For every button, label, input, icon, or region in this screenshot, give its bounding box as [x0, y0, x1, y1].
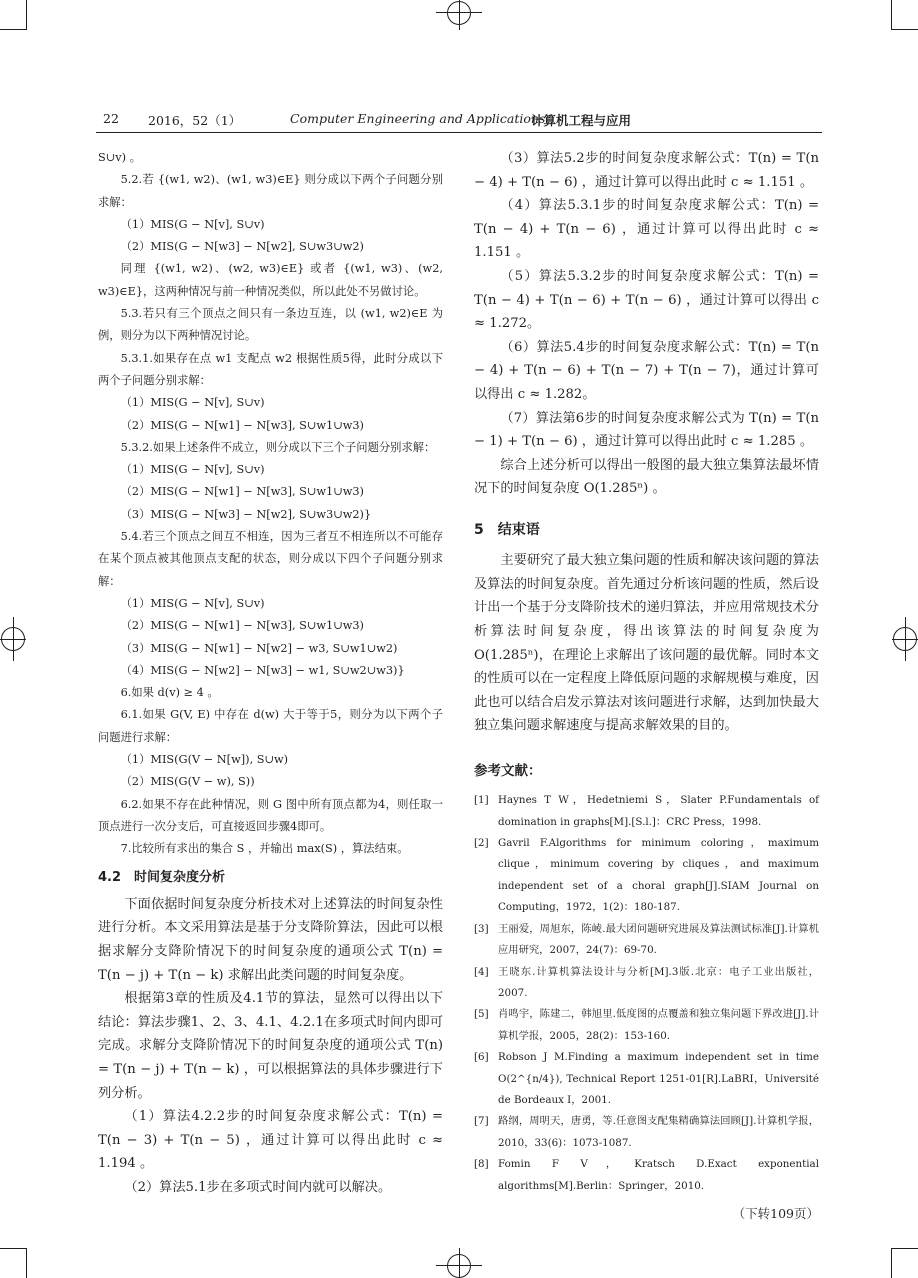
paragraph: 同理 {(w1, w2)、(w2, w3)∈E} 或者 {(w1, w3)、(w2, w3)∈E}，这两种情况与前一种情况类似，所以此处不另做讨论。: [98, 262, 443, 298]
reference-item: [474, 962, 819, 1005]
paragraph: 7.比较所有求出的集合 S ，并输出 max(S) ，算法结束。: [120, 842, 409, 856]
crop-mark: [891, 1248, 892, 1278]
right-column: [474, 147, 819, 1225]
subproblem-item: （1）MIS(G − N[v], S∪v): [120, 463, 265, 477]
crop-mark: [26, 1248, 27, 1278]
paragraph: （7）算法第6步的时间复杂度求解公式为 T(n) = T(n − 1) + T(n − 6) ，通过计算可以得出此时 c ≈ 1.285 。: [474, 410, 819, 450]
paragraph: （5）算法5.3.2步的时间复杂度求解公式：T(n) = T(n − 4) + T(n − 6) + T(n − 6) ，通过计算可以得出 c ≈ 1.272。: [474, 268, 819, 332]
paragraph: （1）算法4.2.2步的时间复杂度求解公式：T(n) = T(n − 3) + T(n − 5) ，通过计算可以得出此时 c ≈ 1.194 。: [98, 1109, 443, 1172]
subproblem-item: （1）MIS(G − N[v], S∪v): [120, 217, 265, 231]
subproblem-item: （3）MIS(G − N[w3] − N[w2], S∪w3∪w2)}: [120, 507, 372, 521]
paragraph: 6.如果 d(v) ≥ 4 。: [120, 686, 219, 700]
paragraph: 6.2.如果不存在此种情况，则 G 图中所有顶点都为4，则任取一顶点进行一次分支后，可直接返回步骤4即可。: [98, 797, 443, 833]
issue-info: 2016，52（1）: [148, 113, 242, 128]
registration-line: [436, 1265, 482, 1266]
paragraph: （2）算法5.1步在多项式时间内就可以解决。: [124, 1179, 392, 1195]
paragraph: （3）算法5.2步的时间复杂度求解公式：T(n) = T(n − 4) + T(n − 6) ，通过计算可以得出此时 c ≈ 1.151 。: [474, 151, 819, 190]
subproblem-item: （2）MIS(G(V − w), S)): [120, 775, 255, 789]
crop-mark: [891, 0, 892, 30]
reference-number: [7]: [474, 1115, 489, 1128]
reference-list: [474, 790, 819, 1197]
reference-item: [474, 1111, 819, 1154]
reference-text: 肖鸣宇，陈建二，韩旭里.低度图的点覆盖和独立集问题下界改进[J].计算机学报，2005，28(2)：153-160.: [498, 1008, 819, 1042]
header-rule: [96, 132, 822, 133]
page-number: 22: [103, 111, 119, 126]
reference-item: [474, 1154, 819, 1197]
registration-line: [905, 617, 906, 661]
paragraph: 5.3.2.如果上述条件不成立，则分成以下三个子问题分别求解：: [120, 440, 436, 454]
subproblem-item: （1）MIS(G − N[v], S∪v): [120, 396, 265, 410]
subproblem-item: （4）MIS(G − N[w2] − N[w3] − w1, S∪w2∪w3)}: [120, 663, 405, 677]
registration-line: [459, 0, 460, 30]
continued-note: （下转109页）: [732, 1205, 819, 1221]
left-column: [98, 147, 443, 1200]
subproblem-item: （1）MIS(G − N[v], S∪v): [120, 596, 265, 610]
reference-number: [5]: [474, 1008, 489, 1021]
paragraph: 5.2.若 {(w1, w2)、(w1, w3)∈E} 则分成以下两个子问题分别求解：: [98, 173, 443, 209]
subproblem-item: （2）MIS(G − N[w1] − N[w3], S∪w1∪w3): [120, 485, 364, 499]
section-heading-4-2: 4.2 时间复杂度分析: [98, 869, 226, 885]
paragraph: 根据第3章的性质及4.1节的算法，显然可以得出以下结论：算法步骤1、2、3、4.1、4.2.1在多项式时间内即可完成。求解分支降阶情况下的时间复杂度的通项公式 T(n) = T(n − j) + T(n − k) ，可以根据算法的具体步骤进行下列分析。: [98, 991, 443, 1101]
paragraph: 5.3.若只有三个顶点之间只有一条边互连，以 (w1, w2)∈E 为例，则分为以下两种情况讨论。: [98, 307, 443, 343]
reference-number: [2]: [474, 837, 489, 850]
subproblem-item: （2）MIS(G − N[w1] − N[w3], S∪w1∪w3): [120, 619, 364, 633]
reference-number: [3]: [474, 922, 489, 935]
registration-line: [13, 617, 14, 661]
reference-number: [6]: [474, 1051, 489, 1064]
crop-mark: [0, 1248, 26, 1249]
paragraph: 6.1.如果 G(V, E) 中存在 d(w) 大于等于5，则分为以下两个子问题进行求解：: [98, 708, 443, 744]
crop-mark: [892, 29, 918, 30]
section-heading-5: 5 结束语: [474, 521, 540, 538]
subproblem-item: （2）MIS(G − N[w3] − N[w2], S∪w3∪w2): [120, 240, 364, 254]
registration-line: [436, 12, 482, 13]
reference-number: [8]: [474, 1158, 489, 1171]
reference-item: [474, 1004, 819, 1047]
reference-text: Fomin F V，Kratsch D.Exact exponential algorithms[M].Berlin：Springer，2010.: [498, 1158, 819, 1192]
subproblem-item: （2）MIS(G − N[w1] − N[w3], S∪w1∪w3): [120, 418, 364, 432]
journal-title-en: Computer Engineering and Applications: [290, 111, 546, 126]
reference-text: 路纲，周明天，唐勇，等.任意图支配集精确算法回顾[J].计算机学报，2010，33(6)：1073-1087.: [498, 1115, 819, 1149]
registration-line: [459, 1248, 460, 1278]
references-heading: 参考文献：: [474, 762, 542, 779]
reference-item: [474, 919, 819, 962]
paragraph: （6）算法5.4步的时间复杂度求解公式：T(n) = T(n − 4) + T(n − 6) + T(n − 7) + T(n − 7)，通过计算可以得出 c ≈ 1.282。: [474, 339, 819, 402]
reference-item: [474, 790, 819, 833]
paragraph: 主要研究了最大独立集问题的性质和解决该问题的算法及算法的时间复杂度。首先通过分析该问题的性质，然后设计出一个基于分支降阶技术的递归算法，并应用常规技术分析算法时间复杂度，得出该算法的时间复杂度为 O(1.285ⁿ)，在理论上求解出了该问题的最优解。同时本文的性质可以在一定程度上降低原问题的求解规模与难度，因此也可以结合启发示算法对该问题进行求解，达到加快最大独立集问题求解速度与提高求解效果的目的。: [474, 553, 819, 734]
reference-text: 王晓东.计算机算法设计与分析[M].3版.北京：电子工业出版社，2007.: [498, 965, 819, 999]
subproblem-item: （3）MIS(G − N[w1] − N[w2] − w3, S∪w1∪w2): [120, 641, 398, 655]
paragraph: 5.4.若三个顶点之间互不相连，因为三者互不相连所以不可能存在某个顶点被其他顶点支配的状态，则分成以下四个子问题分别求解：: [98, 530, 443, 588]
reference-number: [4]: [474, 965, 489, 978]
reference-item: [474, 1047, 819, 1111]
paragraph: 综合上述分析可以得出一般图的最大独立集算法最坏情况下的时间复杂度 O(1.285ⁿ) 。: [474, 457, 819, 497]
text-line: S∪v) 。: [98, 151, 141, 164]
crop-mark: [0, 29, 26, 30]
reference-text: Gavril F.Algorithms for minimum coloring，maximum clique，minimum covering by cliques，and maximum independent set of a choral graph[J].SIAM Journal on Computing，1972，1(2)：180-187.: [498, 837, 819, 914]
journal-title-cn: 计算机工程与应用: [531, 113, 632, 128]
subproblem-item: （1）MIS(G(V − N[w]), S∪w): [120, 753, 289, 767]
reference-number: [1]: [474, 794, 489, 807]
reference-text: Robson J M.Finding a maximum independent set in time O(2^{n/4}), Technical Report 1251-01[R].LaBRI，Université de Bordeaux I，2001.: [498, 1051, 819, 1106]
crop-mark: [892, 1248, 918, 1249]
paragraph: 5.3.1.如果存在点 w1 支配点 w2 根据性质5得，此时分成以下两个子问题分别求解：: [98, 351, 443, 387]
reference-text: 王丽爱，周旭东，陈崚.最大团问题研究进展及算法测试标准[J].计算机应用研究，2007，24(7)：69-70.: [498, 922, 819, 957]
reference-text: Haynes T W，Hedetniemi S，Slater P.Fundamentals of domination in graphs[M].[S.l.]：CRC Press，1998.: [498, 794, 819, 828]
paragraph: （4）算法5.3.1步的时间复杂度求解公式：T(n) = T(n − 4) + T(n − 6) ，通过计算可以得出此时 c ≈ 1.151 。: [474, 198, 819, 261]
reference-item: [474, 833, 819, 919]
crop-mark: [26, 0, 27, 30]
paragraph: 下面依据时间复杂度分析技术对上述算法的时间复杂性进行分析。本文采用算法是基于分支降阶算法，因此可以根据求解分支降阶情况下的时间复杂度的通项公式 T(n) = T(n − j) + T(n − k) 求解出此类问题的时间复杂度。: [98, 896, 443, 983]
